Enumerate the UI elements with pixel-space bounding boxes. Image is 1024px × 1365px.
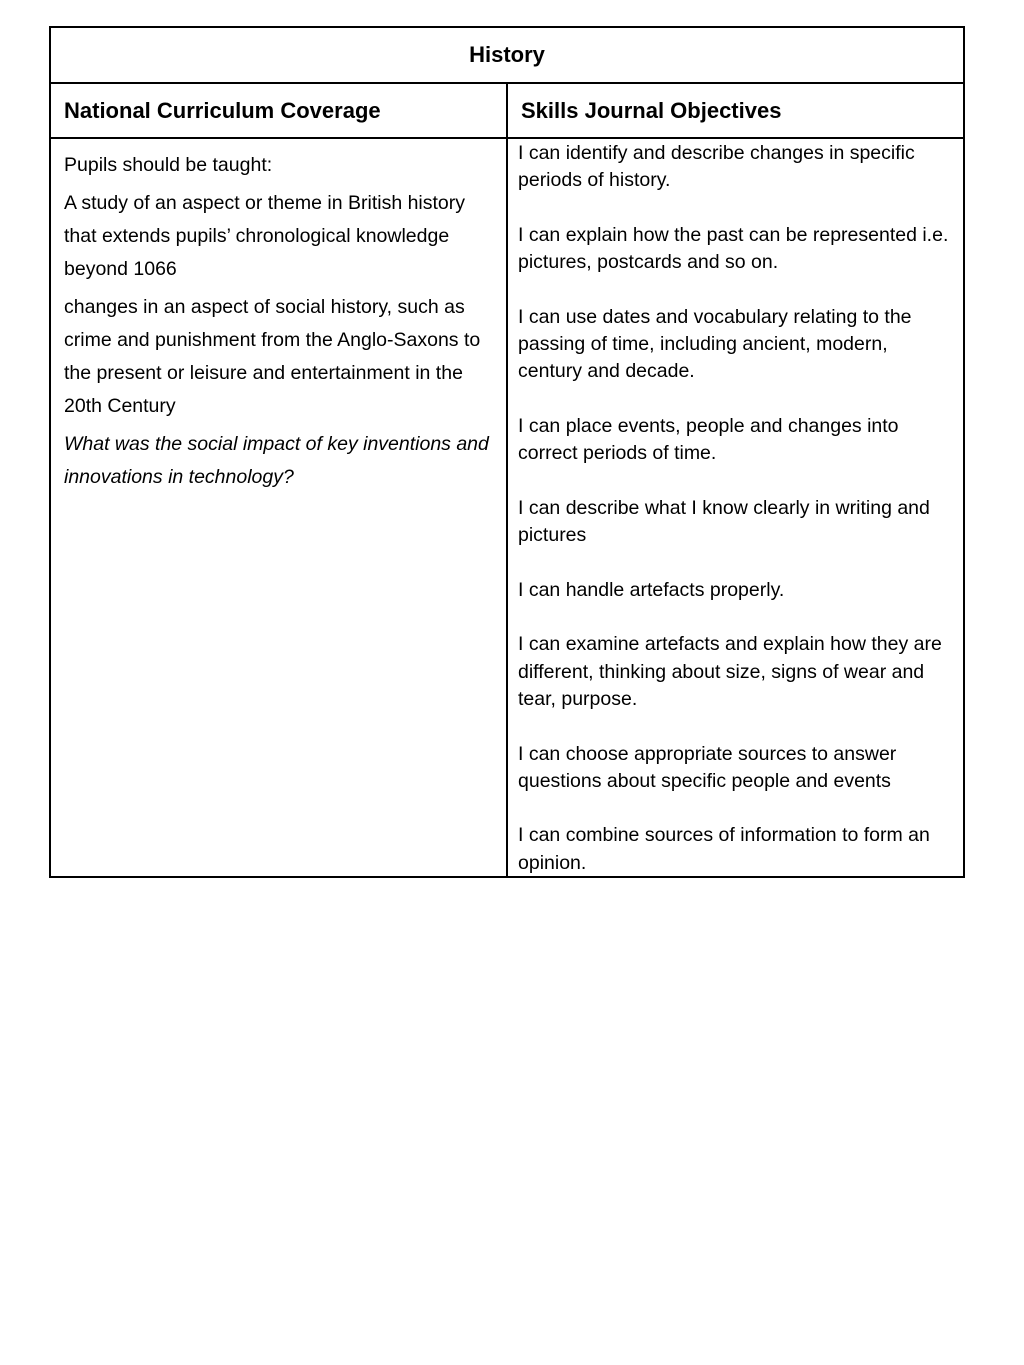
objective-item: I can examine artefacts and explain how they are different, thinking about size, signs of wear and tear, purpose.: [518, 633, 942, 710]
objective-item: I can place events, people and changes into correct periods of time.: [518, 414, 899, 465]
objective-item: I can explain how the past can be represented i.e. pictures, postcards and so on.: [518, 223, 949, 274]
objective-item: I can use dates and vocabulary relating to the passing of time, including ancient, modern, century and decade.: [518, 305, 912, 383]
objective-item: I can choose appropriate sources to answer questions about specific people and events: [518, 742, 897, 792]
curriculum-coverage-cell: [51, 139, 508, 876]
curriculum-study-text: A study of an aspect or theme in British history that extends pupils’ chronological knowledge beyond 1066: [64, 192, 466, 280]
table-title: History: [51, 28, 963, 84]
curriculum-table: [49, 26, 965, 878]
body-row: [51, 139, 963, 876]
objective-item: I can combine sources of information to form an opinion.: [518, 824, 930, 874]
curriculum-question: What was the social impact of key inventions and innovations in technology?: [64, 433, 489, 488]
skills-objectives-cell: [508, 139, 963, 876]
objective-item: I can identify and describe changes in specific periods of history.: [518, 142, 915, 192]
objective-item: I can describe what I know clearly in writing and pictures: [518, 496, 930, 547]
header-row: [51, 84, 963, 139]
curriculum-coverage-header: National Curriculum Coverage: [51, 84, 508, 137]
skills-objectives-header: Skills Journal Objectives: [521, 97, 782, 123]
curriculum-changes-text: changes in an aspect of social history, such as crime and punishment from the Anglo-Saxons to the present or leisure and entertainment in the 20th Century: [64, 296, 481, 417]
objective-item: I can handle artefacts properly.: [518, 578, 785, 601]
curriculum-intro: Pupils should be taught:: [64, 154, 273, 176]
